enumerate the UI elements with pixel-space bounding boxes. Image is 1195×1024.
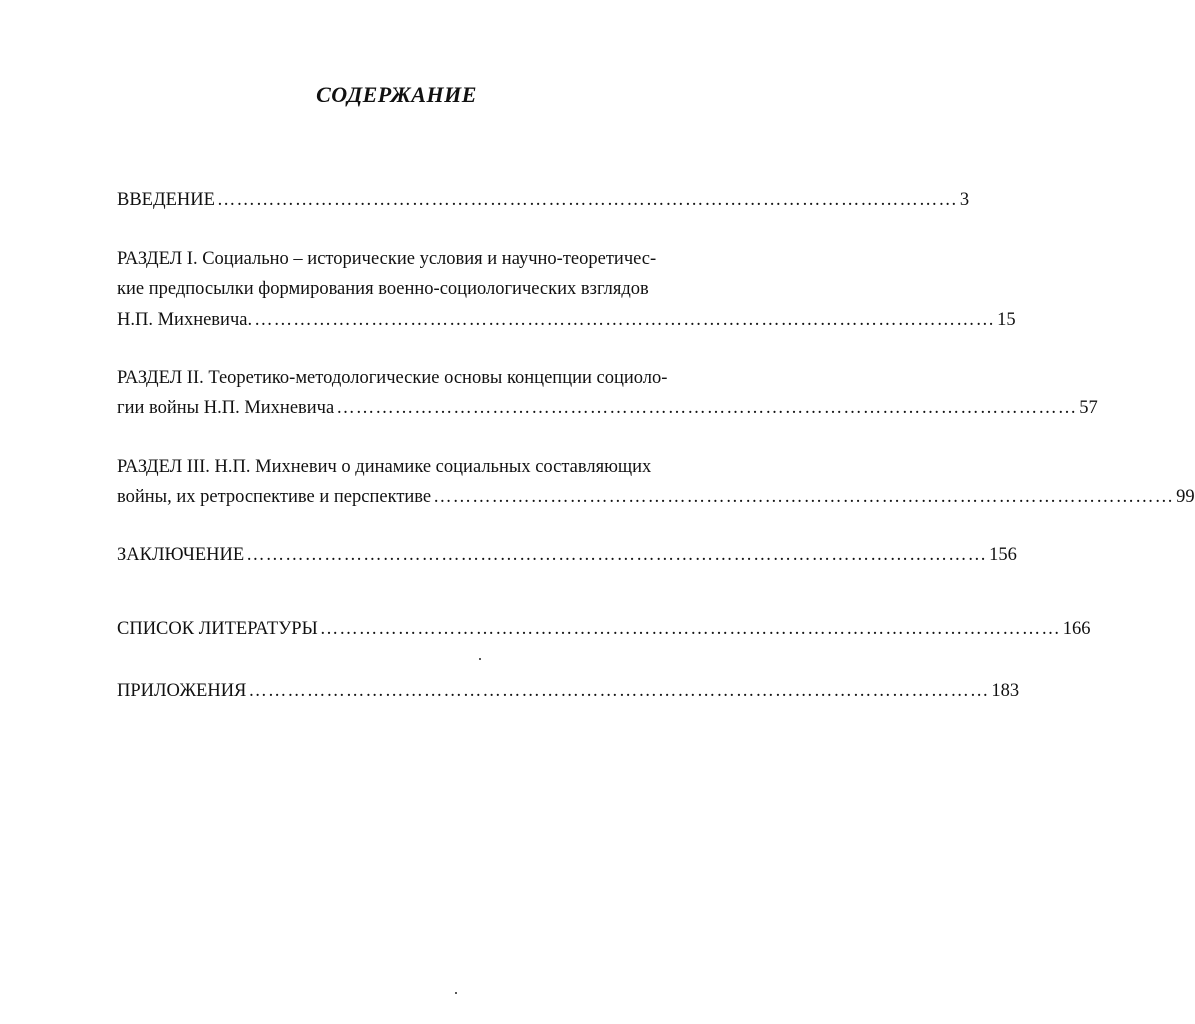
toc-section2-line1: РАЗДЕЛ II. Теоретико-методологические основы концепции социоло- <box>117 368 668 388</box>
toc-section3-line1: РАЗДЕЛ III. Н.П. Михневич о динамике социальных составляющих <box>117 457 652 477</box>
toc-intro-page: 3 <box>959 190 970 210</box>
toc-entry-conclusion <box>117 544 1017 566</box>
toc-section1-line1: РАЗДЕЛ I. Социально – исторические условия и научно-теоретичес- <box>117 249 657 269</box>
toc-leader: …………………………………………………………………………………………………… <box>246 545 988 565</box>
toc-section2-line2: гии войны Н.П. Михневича <box>117 398 335 418</box>
toc-leader: …………………………………………………………………………………………………… <box>254 310 996 330</box>
toc-entry-appendix <box>117 680 1020 702</box>
toc-references-page: 166 <box>1062 619 1091 639</box>
toc-entry-references <box>117 618 1091 640</box>
toc-entry-section3 <box>117 486 1195 508</box>
toc-appendix-page: 183 <box>991 681 1020 701</box>
toc-leader: …………………………………………………………………………………………………… <box>433 487 1175 507</box>
toc-section1-line2: кие предпосылки формирования военно-социологических взглядов <box>117 279 649 299</box>
toc-leader: …………………………………………………………………………………………………… <box>248 681 990 701</box>
toc-section3-line2: войны, их ретроспективе и перспективе <box>117 487 432 507</box>
toc-entry-section2 <box>117 397 1098 419</box>
toc-intro-label: ВВЕДЕНИЕ <box>117 190 215 210</box>
toc-section1-line3: Н.П. Михневича. <box>117 310 253 330</box>
toc-conclusion-page: 156 <box>989 545 1017 565</box>
scan-speck <box>455 992 457 994</box>
toc-entry-section1 <box>117 309 1016 331</box>
toc-section2-page: 57 <box>1079 398 1098 418</box>
page-title: СОДЕРЖАНИЕ <box>316 82 477 107</box>
toc-section3-page: 99 <box>1176 487 1195 507</box>
toc-leader: …………………………………………………………………………………………………… <box>336 398 1078 418</box>
toc-appendix-label: ПРИЛОЖЕНИЯ <box>117 681 247 701</box>
toc-section1-page: 15 <box>997 310 1016 330</box>
toc-leader: …………………………………………………………………………………………………… <box>319 619 1061 639</box>
toc-leader: …………………………………………………………………………………………………… <box>216 190 958 210</box>
toc-references-label: СПИСОК ЛИТЕРАТУРЫ <box>117 619 318 639</box>
toc-entry-intro <box>117 189 970 211</box>
scan-speck <box>479 658 481 660</box>
toc-conclusion-label: ЗАКЛЮЧЕНИЕ <box>117 545 245 565</box>
